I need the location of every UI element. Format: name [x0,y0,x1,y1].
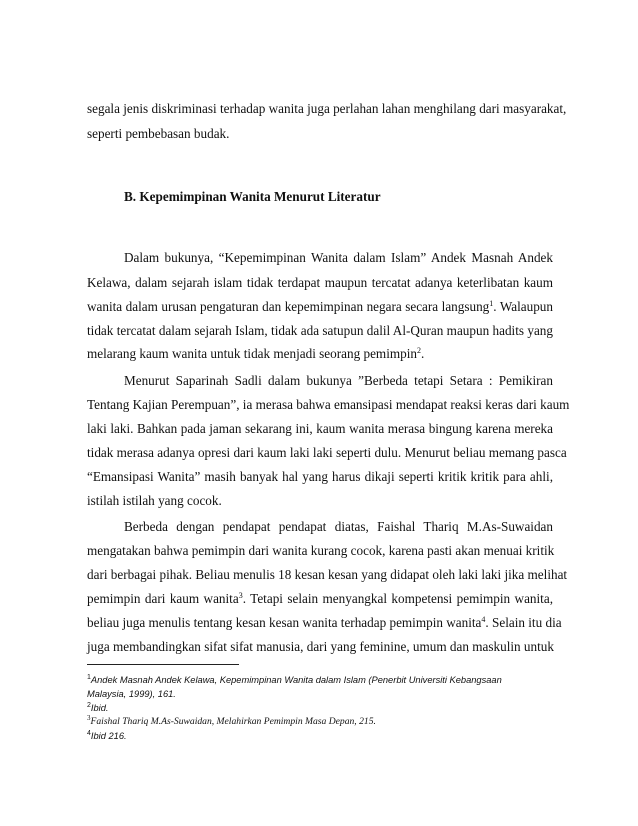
p1-line-3-text: wanita dalam urusan pengaturan dan kepemimpinan negara secara langsung [87,299,490,314]
p1-line-5-tail: . [420,346,425,361]
footnote-ref-1: 1 [489,299,494,308]
p3-line-5-text: beliau juga menulis tentang kesan kesan wanita terhadap pemimpin wanita [87,615,482,630]
p3-line-1: Berbeda dengan pendapat pendapat diatas, Faishal Thariq M.As-Suwaidan [124,519,553,534]
footnote-4 [87,730,557,742]
footnote-2-text: Ibid. [90,703,109,713]
p3-line-6: juga membandingkan sifat sifat manusia, dari yang feminine, umum dan maskulin untuk [87,639,554,654]
p1-line-4: tidak tercatat dalam sejarah Islam, tidak ada satupun dalil Al-Quran maupun hadits yang [87,323,553,338]
footnote-1-text: Andek Masnah Andek Kelawa, Kepemimpinan Wanita dalam Islam (Penerbit Universiti Kebangsaan [90,675,502,685]
footnote-2 [87,702,557,714]
p3-line-3: dari berbagai pihak. Beliau menulis 18 kesan kesan yang didapat oleh laki laki jika melihat [87,567,568,582]
p2-line-1: Menurut Saparinah Sadli dalam bukunya ”Berbeda tetapi Setara : Pemikiran [124,373,553,388]
section-heading: B. Kepemimpinan Wanita Menurut Literatur [124,189,381,204]
p3-line-5-tail: . Selain itu dia [485,615,562,630]
p2-line-5: “Emansipasi Wanita” masih banyak hal yang harus dikaji seperti kritik kritik para ahli, [87,469,553,484]
p1-line-5 [87,346,553,362]
footnote-ref-2: 2 [416,346,421,355]
p1-line-3 [87,299,553,315]
intro-line-2: seperti pembebasan budak. [87,126,230,141]
p1-line-3-tail: . Walaupun [493,299,553,314]
p1-line-1: Dalam bukunya, “Kepemimpinan Wanita dalam Islam” Andek Masnah Andek [124,250,553,265]
p2-line-6: istilah istilah yang cocok. [87,493,222,508]
footnote-ref-4: 4 [481,615,486,624]
footnote-number-1: 1 [87,674,91,681]
p2-line-2: Tentang Kajian Perempuan”, ia merasa bahwa emansipasi mendapat reaksi keras dari kaum [87,397,570,412]
p3-line-4 [87,591,553,607]
p2-line-3: laki laki. Bahkan pada jaman sekarang ini, kaum wanita merasa bingung karena mereka [87,421,553,436]
footnote-3 [87,716,557,728]
footnote-1-cont: Malaysia, 1999), 161. [87,689,176,699]
footnote-ref-3: 3 [238,591,243,600]
p3-line-2: mengatakan bahwa pemimpin dari wanita kurang cocok, karena pasti akan menuai kritik [87,543,555,558]
footnote-4-text: Ibid 216. [90,731,127,741]
p3-line-4-tail: . Tetapi selain menyangkal kompetensi pemimpin wanita, [242,591,553,606]
p3-line-4-text: pemimpin dari kaum wanita [87,591,239,606]
footnote-number-3: 3 [87,714,91,722]
footnote-number-4: 4 [87,730,91,737]
intro-line-1: segala jenis diskriminasi terhadap wanita juga perlahan lahan menghilang dari masyarakat, [87,101,567,116]
p1-line-2: Kelawa, dalam sejarah islam tidak terdapat maupun tercatat adanya keterlibatan kaum [87,275,553,290]
footnote-separator [87,664,239,665]
footnote-number-2: 2 [87,702,91,709]
p2-line-4: tidak merasa adanya opresi dari kaum laki laki seperti dulu. Menurut beliau memang pasca [87,445,567,460]
footnote-1 [87,674,557,686]
footnote-3-text: Faishal Thariq M.As-Suwaidan, Melahirkan Pemimpin Masa Depan, 215. [90,716,376,727]
p1-line-5-text: melarang kaum wanita untuk tidak menjadi seorang pemimpin [87,346,417,361]
p3-line-5 [87,615,562,631]
